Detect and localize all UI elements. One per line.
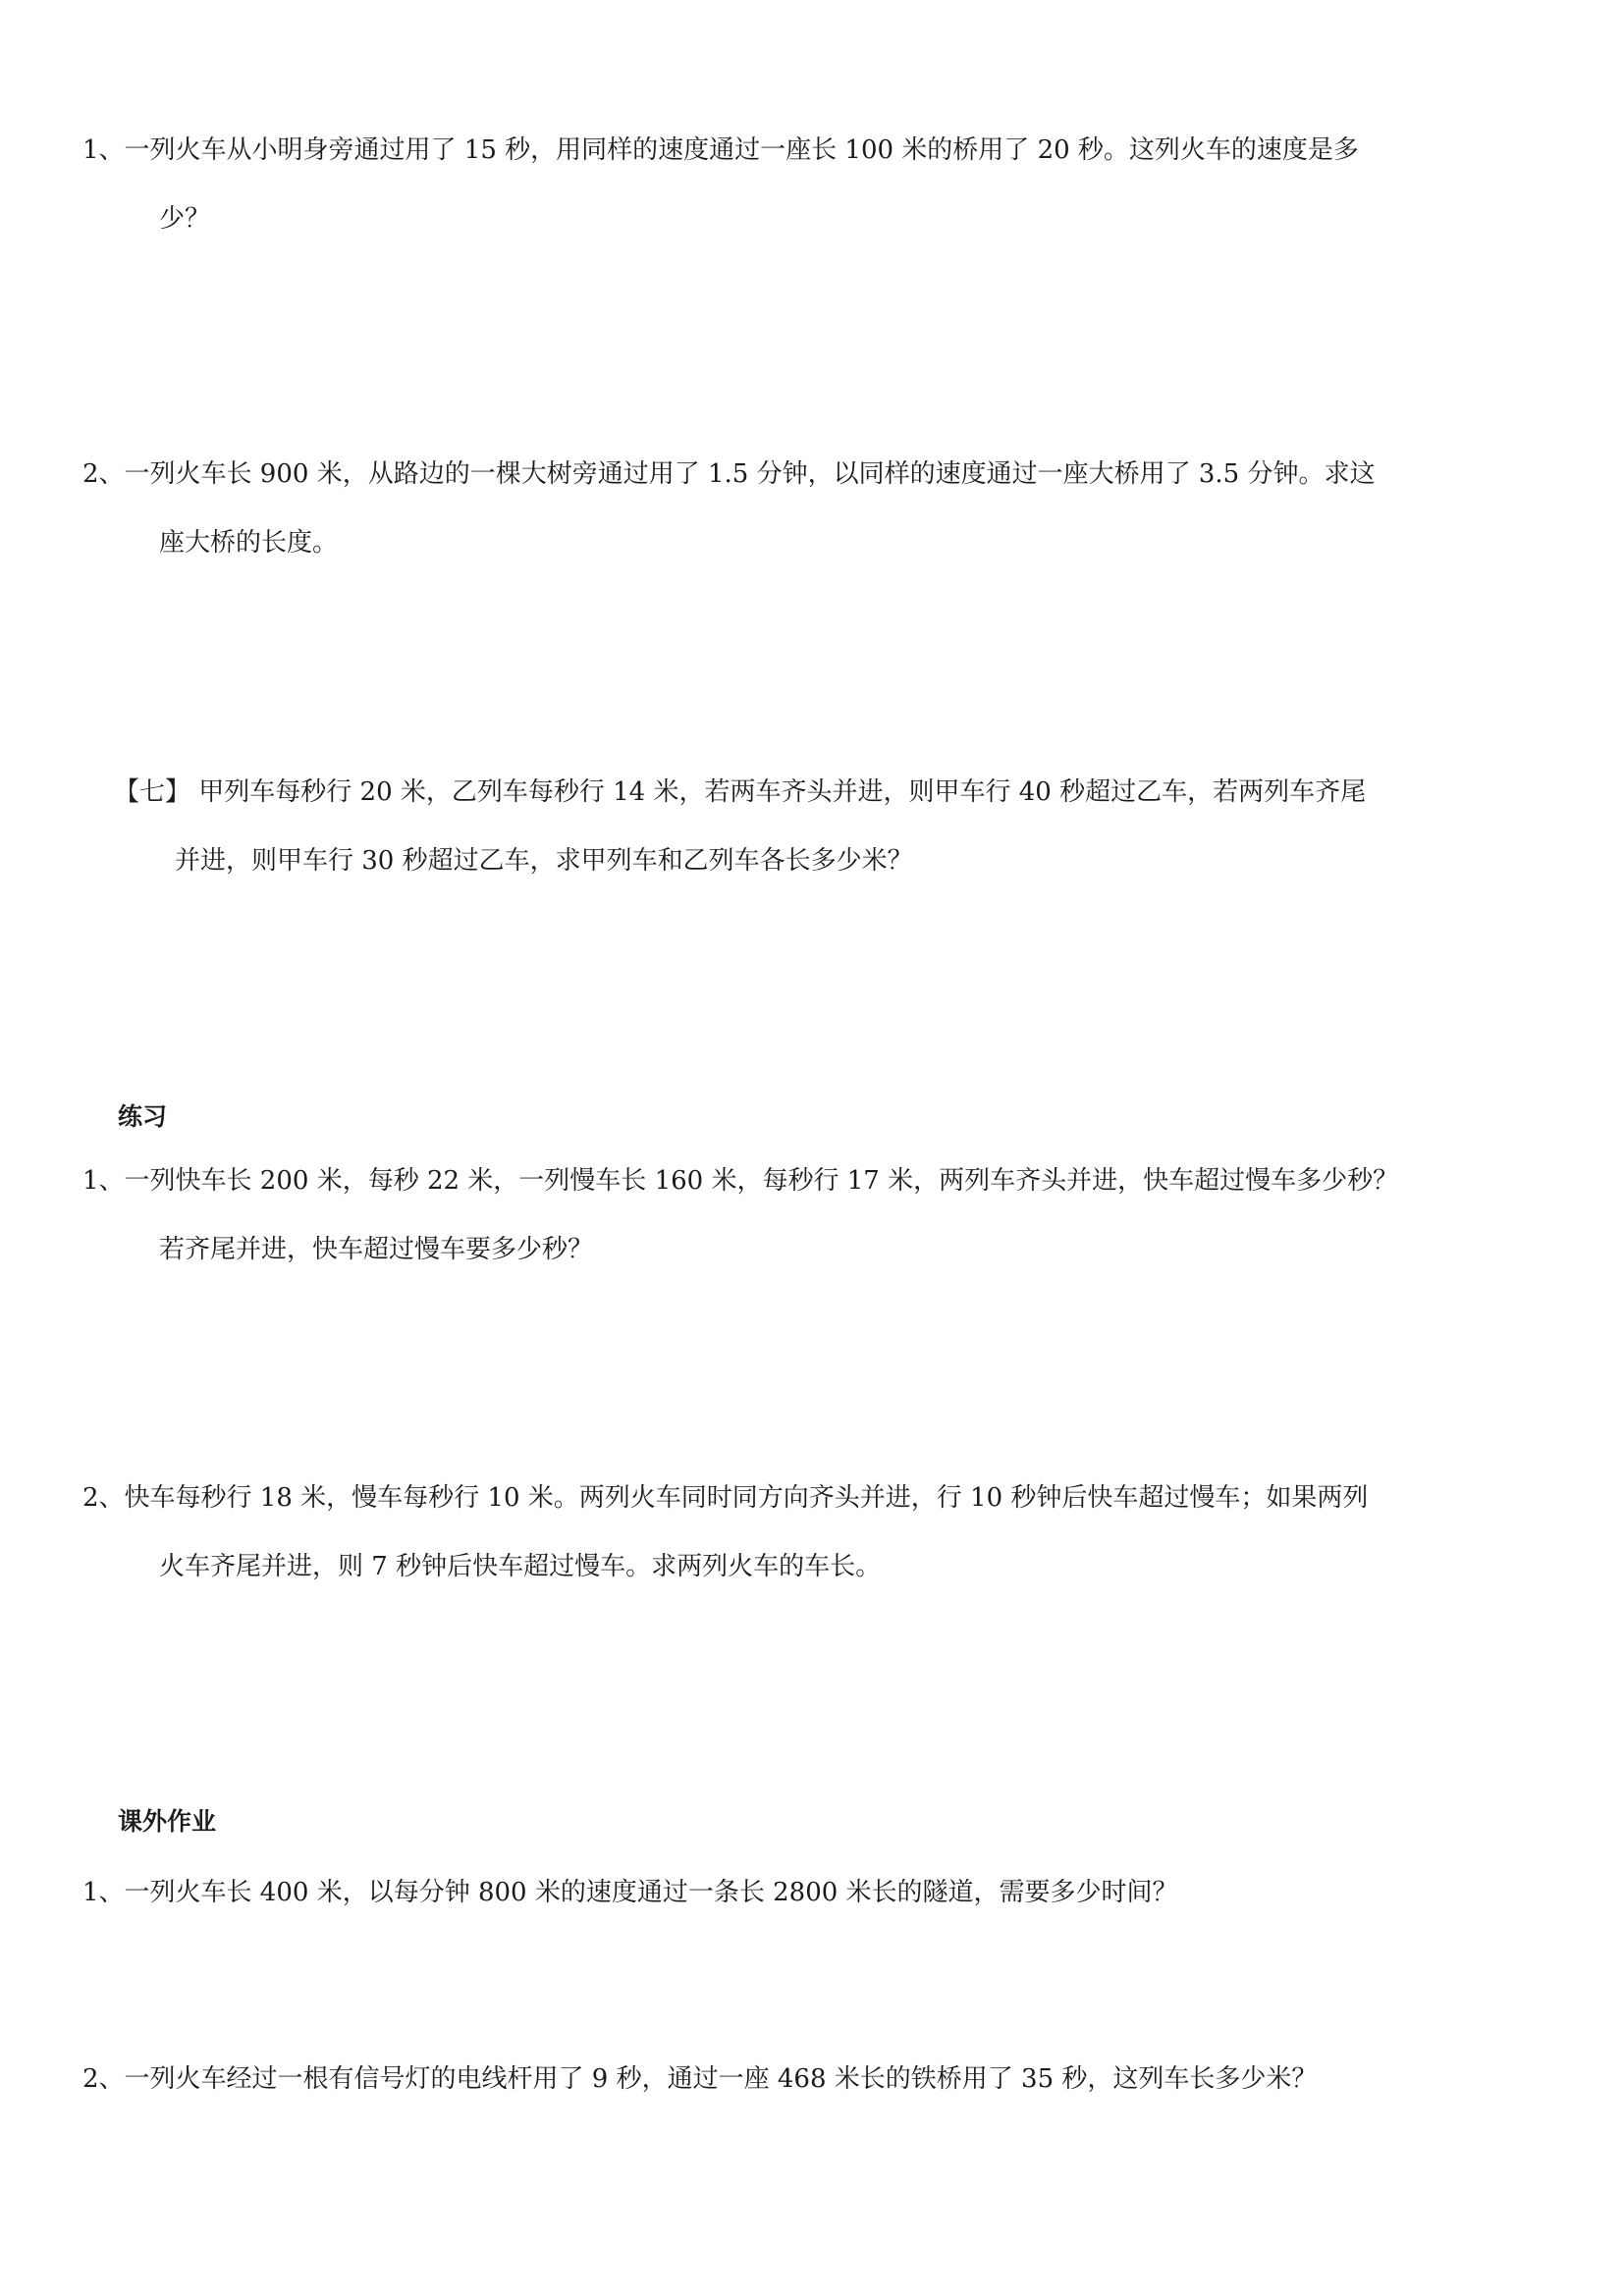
practice-item-1-line-1: 1、一列快车长 200 米，每秒 22 米，一列慢车长 160 米，每秒行 17 米，两列车齐头并进，快车超过慢车多少秒？ xyxy=(82,1166,1399,1196)
homework-title: 课外作业 xyxy=(118,1807,217,1836)
practice-item-1-line-2: 若齐尾并进，快车超过慢车要多少秒？ xyxy=(159,1235,594,1264)
problem-2-line-1: 2、一列火车长 900 米，从路边的一棵大树旁通过用了 1.5 分钟，以同样的速度通过一座大桥用了 3.5 分钟。求这 xyxy=(82,459,1376,489)
problem-1-line-1: 1、一列火车从小明身旁通过用了 15 秒，用同样的速度通过一座长 100 米的桥用了 20 秒。这列火车的速度是多 xyxy=(82,135,1359,165)
example-seven-line-1: 【七】 甲列车每秒行 20 米，乙列车每秒行 14 米，若两车齐头并进，则甲车行 40 秒超过乙车，若两列车齐尾 xyxy=(114,777,1367,807)
practice-title: 练习 xyxy=(118,1102,168,1131)
example-seven xyxy=(0,758,1624,895)
problem-1-line-2: 少？ xyxy=(159,204,211,234)
example-seven-line-2: 并进，则甲车行 30 秒超过乙车，求甲列车和乙列车各长多少米？ xyxy=(175,846,913,876)
problem-2-line-2: 座大桥的长度。 xyxy=(159,528,339,558)
practice-item-2-line-1: 2、快车每秒行 18 米，慢车每秒行 10 米。两列火车同时同方向齐头并进，行 10 秒钟后快车超过慢车；如果两列 xyxy=(82,1483,1369,1513)
practice-item-2 xyxy=(0,1464,1624,1601)
problem-2 xyxy=(0,440,1624,577)
homework-item-1 xyxy=(0,1858,1624,1927)
homework-item-1-line-1: 1、一列火车长 400 米，以每分钟 800 米的速度通过一条长 2800 米长的隧道，需要多少时间？ xyxy=(82,1878,1178,1907)
practice-item-2-line-2: 火车齐尾并进，则 7 秒钟后快车超过慢车。求两列火车的车长。 xyxy=(159,1552,882,1581)
homework-item-2 xyxy=(0,2045,1624,2113)
practice-item-1 xyxy=(0,1147,1624,1284)
homework-item-2-line-1: 2、一列火车经过一根有信号灯的电线杆用了 9 秒，通过一座 468 米长的铁桥用了 35 秒，这列车长多少米？ xyxy=(82,2064,1318,2094)
problem-1 xyxy=(0,116,1624,253)
